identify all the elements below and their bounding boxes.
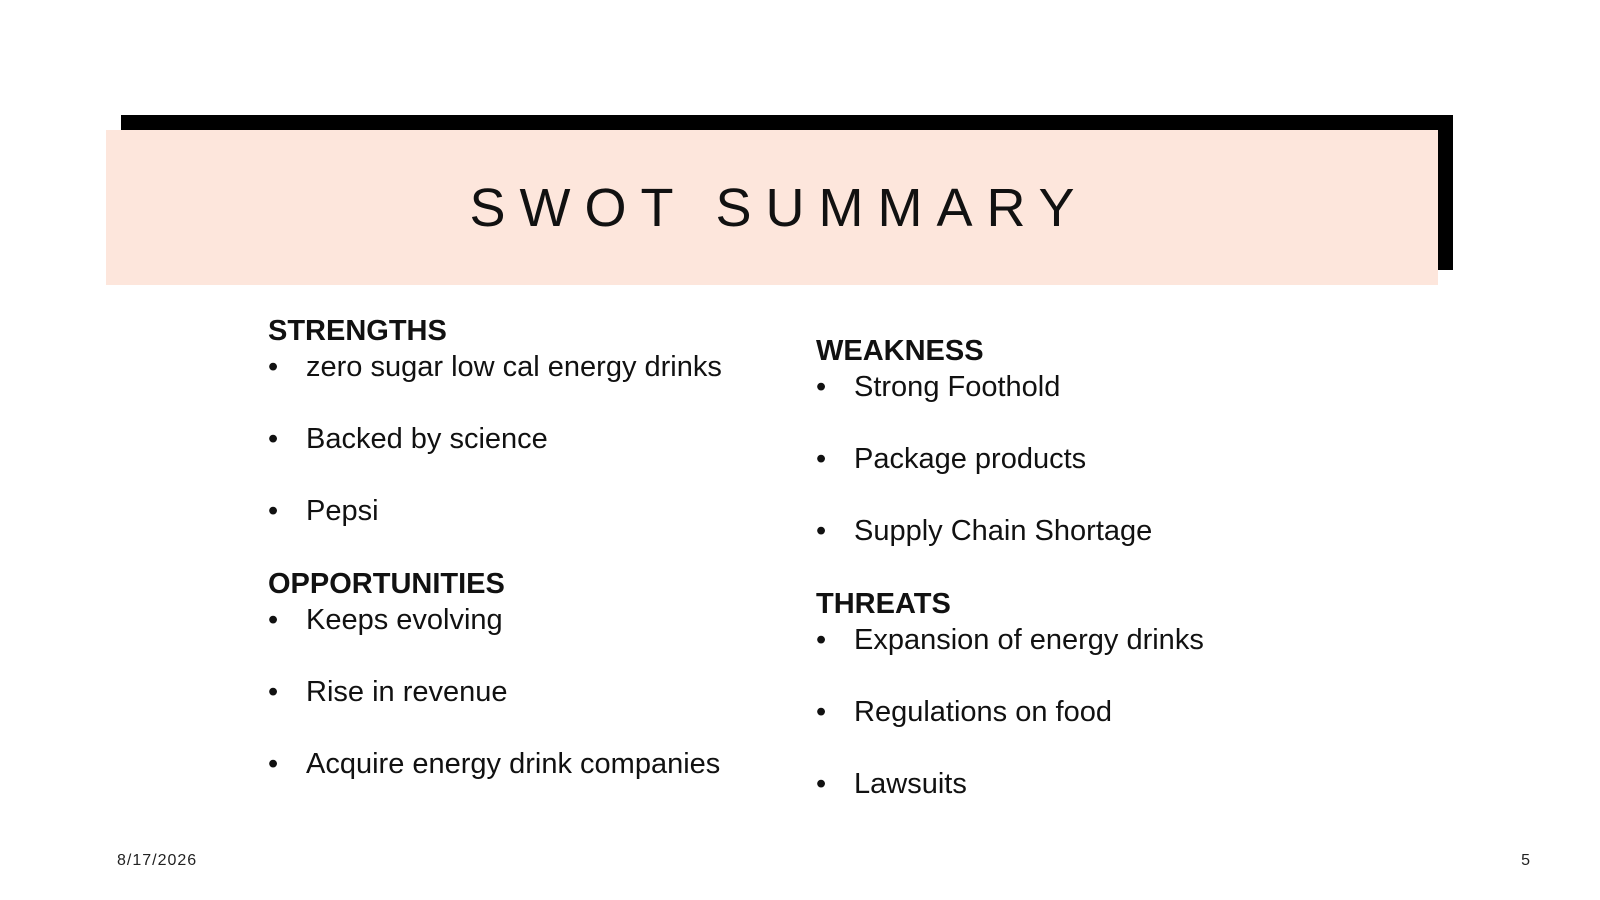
bullet-icon: • xyxy=(268,676,279,708)
list-item-text: Package products xyxy=(854,443,1087,475)
list-item-text: Backed by science xyxy=(306,423,548,455)
list-item xyxy=(816,622,1336,658)
slide-title: SWOT SUMMARY xyxy=(469,177,1089,238)
bullet-icon: • xyxy=(268,495,279,527)
list-item xyxy=(816,369,1336,405)
bullet-icon: • xyxy=(268,423,279,455)
bullet-icon: • xyxy=(816,768,827,800)
bullet-icon: • xyxy=(268,604,279,636)
list-item xyxy=(268,674,788,710)
opportunities-section xyxy=(268,566,788,782)
list-item-text: Expansion of energy drinks xyxy=(854,624,1204,656)
list-item-text: Strong Foothold xyxy=(854,371,1061,403)
list-item-text: Regulations on food xyxy=(854,696,1112,728)
bullet-icon: • xyxy=(816,443,827,475)
bullet-icon: • xyxy=(816,515,827,547)
list-item-text: Rise in revenue xyxy=(306,676,508,708)
list-item-text: zero sugar low cal energy drinks xyxy=(306,351,722,383)
strengths-list xyxy=(268,349,788,529)
page-number: 5 xyxy=(1521,852,1530,869)
list-item xyxy=(268,746,788,782)
list-item xyxy=(268,602,788,638)
list-item xyxy=(816,766,1336,802)
list-item-text: Lawsuits xyxy=(854,768,967,800)
bullet-icon: • xyxy=(816,696,827,728)
list-item xyxy=(816,694,1336,730)
bullet-icon: • xyxy=(816,624,827,656)
weakness-heading: WEAKNESS xyxy=(816,335,984,367)
weakness-section xyxy=(816,333,1336,549)
strengths-section xyxy=(268,313,788,529)
opportunities-list xyxy=(268,602,788,782)
list-item-text: Supply Chain Shortage xyxy=(854,515,1153,547)
strengths-heading: STRENGTHS xyxy=(268,315,447,347)
threats-heading: THREATS xyxy=(816,588,951,620)
list-item-text: Keeps evolving xyxy=(306,604,503,636)
footer-date: 8/17/2026 xyxy=(117,852,198,869)
title-banner xyxy=(106,130,1438,285)
bullet-icon: • xyxy=(268,351,279,383)
list-item-text: Pepsi xyxy=(306,495,379,527)
list-item xyxy=(268,493,788,529)
list-item xyxy=(816,441,1336,477)
threats-section xyxy=(816,586,1336,802)
bullet-icon: • xyxy=(268,748,279,780)
list-item xyxy=(268,349,788,385)
opportunities-heading: OPPORTUNITIES xyxy=(268,568,505,600)
threats-list xyxy=(816,622,1336,802)
list-item-text: Acquire energy drink companies xyxy=(306,748,721,780)
list-item xyxy=(816,513,1336,549)
bullet-icon: • xyxy=(816,371,827,403)
weakness-list xyxy=(816,369,1336,549)
list-item xyxy=(268,421,788,457)
